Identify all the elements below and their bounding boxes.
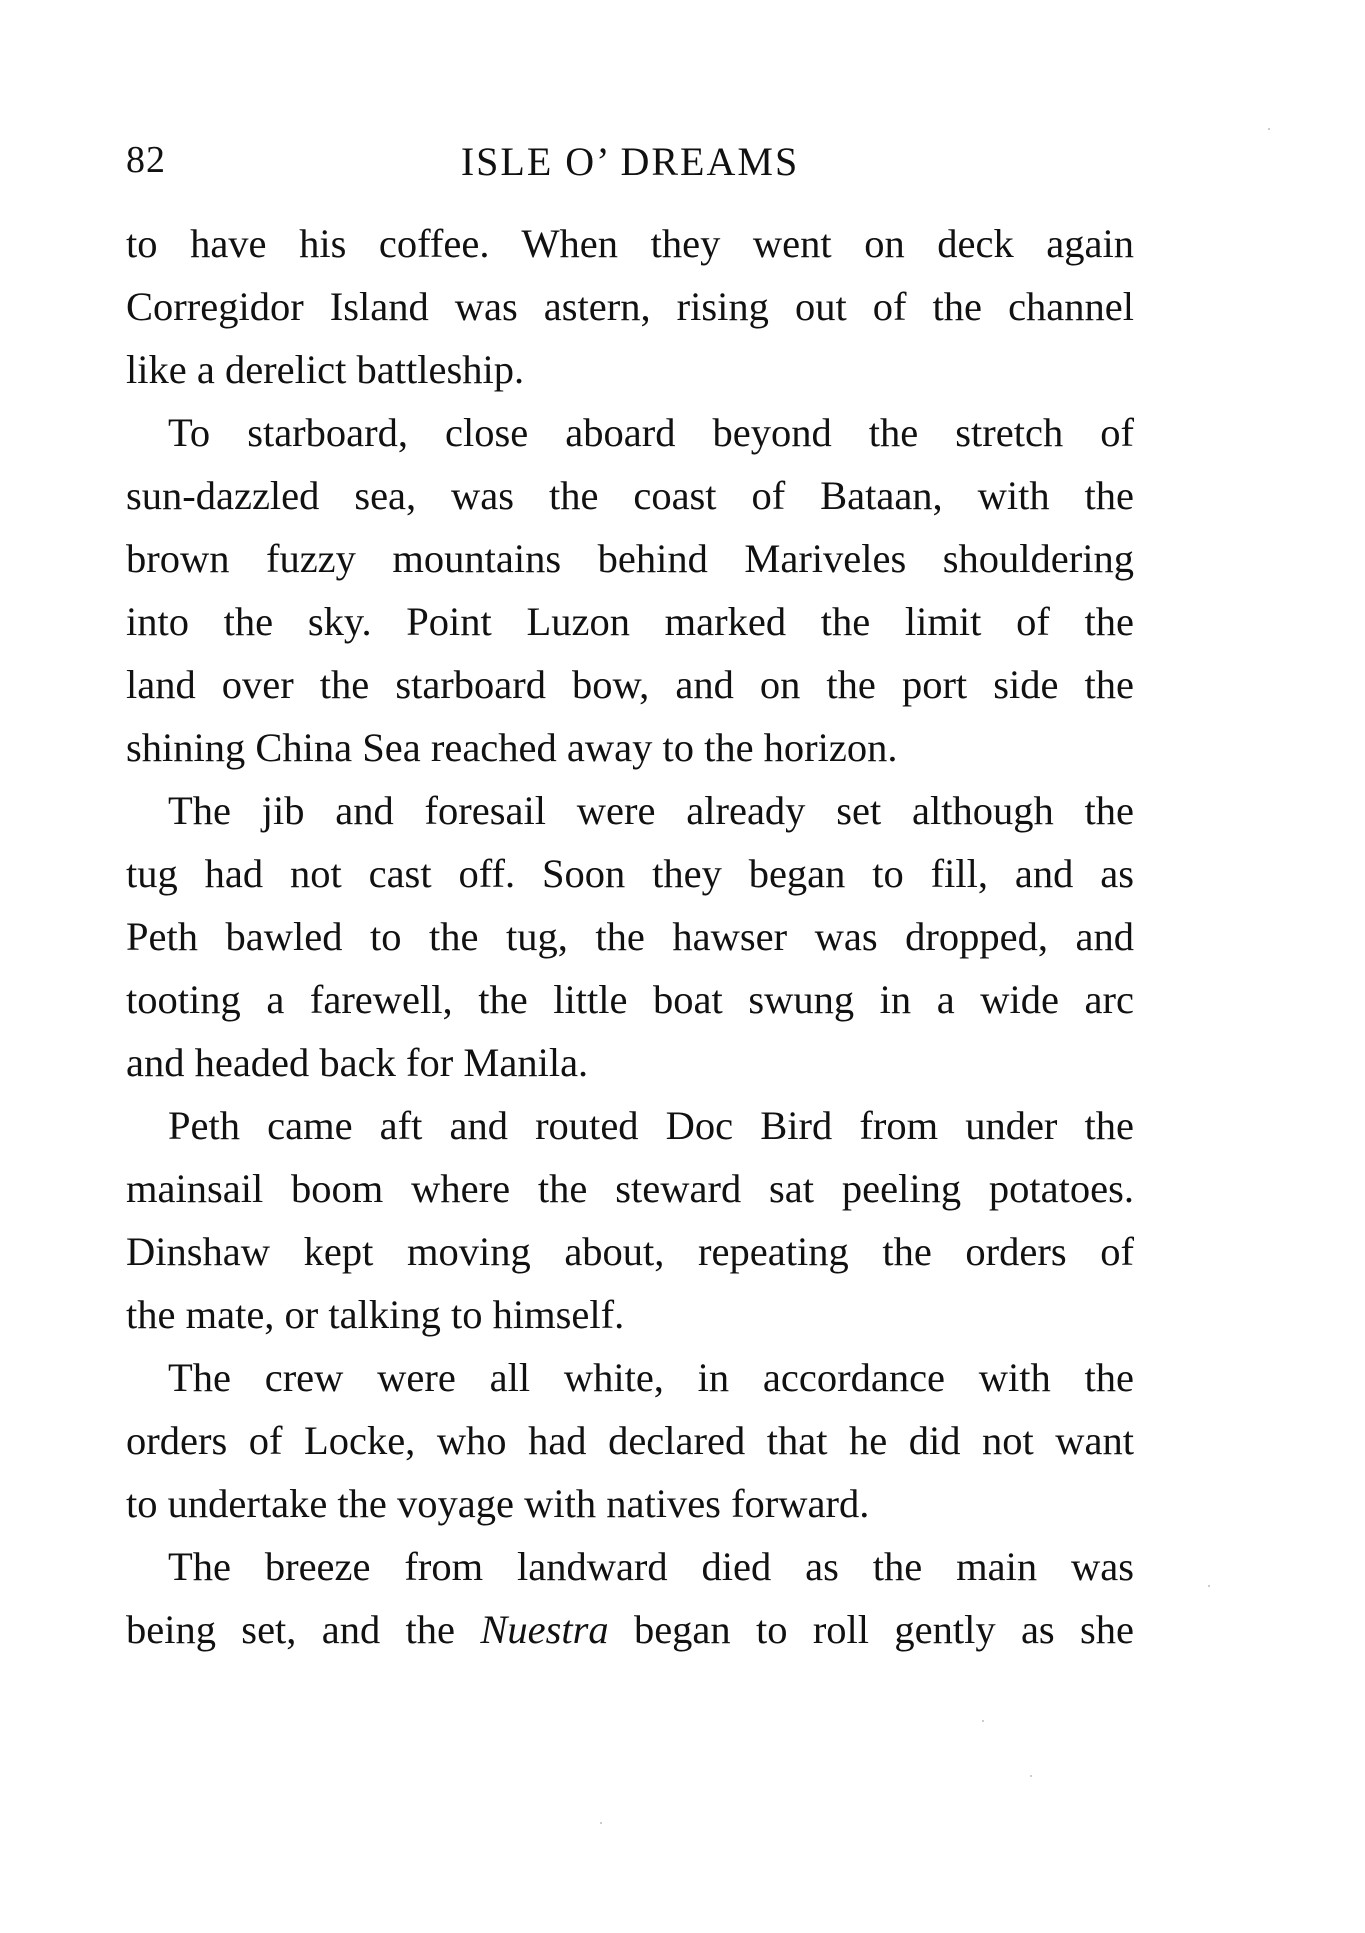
text-line: To starboard, close aboard beyond the stretch of xyxy=(168,410,1134,455)
text-line: like a derelict battleship. xyxy=(126,347,525,392)
scan-speck xyxy=(1208,1585,1210,1587)
text-line: to have his coffee. When they went on deck again xyxy=(126,221,1134,266)
text-line-with-ship-name xyxy=(126,1598,1134,1661)
text-line: Peth came aft and routed Doc Bird from under the xyxy=(168,1103,1134,1148)
text-line: tug had not cast off. Soon they began to fill, and as xyxy=(126,851,1134,896)
page-number: 82 xyxy=(126,139,166,181)
scan-speck xyxy=(1268,128,1270,130)
text-line: tooting a farewell, the little boat swung in a wide arc xyxy=(126,977,1134,1022)
text-line: Peth bawled to the tug, the hawser was dropped, and xyxy=(126,914,1134,959)
text-line: brown fuzzy mountains behind Mariveles shouldering xyxy=(126,536,1134,581)
text-line: Dinshaw kept moving about, repeating the orders of xyxy=(126,1229,1134,1274)
scan-speck xyxy=(982,1720,984,1722)
text-line: Corregidor Island was astern, rising out of the channel xyxy=(126,284,1134,329)
text-line: and headed back for Manila. xyxy=(126,1040,589,1085)
text-line: orders of Locke, who had declared that he did not want xyxy=(126,1418,1134,1463)
scan-speck xyxy=(1030,1775,1032,1777)
text-line: shining China Sea reached away to the horizon. xyxy=(126,725,898,770)
ship-name: Nuestra xyxy=(480,1607,609,1652)
text-segment: began to roll gently as she xyxy=(608,1607,1134,1652)
scan-speck xyxy=(600,1822,602,1824)
text-line: the mate, or talking to himself. xyxy=(126,1292,625,1337)
text-line: The crew were all white, in accordance with the xyxy=(168,1355,1134,1400)
text-line: The jib and foresail were already set although the xyxy=(168,788,1134,833)
text-line: land over the starboard bow, and on the port side the xyxy=(126,662,1134,707)
page-header xyxy=(126,138,1134,194)
text-line: into the sky. Point Luzon marked the limit of the xyxy=(126,599,1134,644)
text-segment: being set, and the xyxy=(126,1607,481,1652)
running-title: ISLE O’ DREAMS xyxy=(460,139,800,184)
text-line: The breeze from landward died as the main was xyxy=(168,1544,1134,1589)
text-line: mainsail boom where the steward sat peeling potatoes. xyxy=(126,1166,1134,1211)
text-line: to undertake the voyage with natives forward. xyxy=(126,1481,870,1526)
body-text xyxy=(126,212,1134,1661)
text-line: sun-dazzled sea, was the coast of Bataan, with the xyxy=(126,473,1134,518)
